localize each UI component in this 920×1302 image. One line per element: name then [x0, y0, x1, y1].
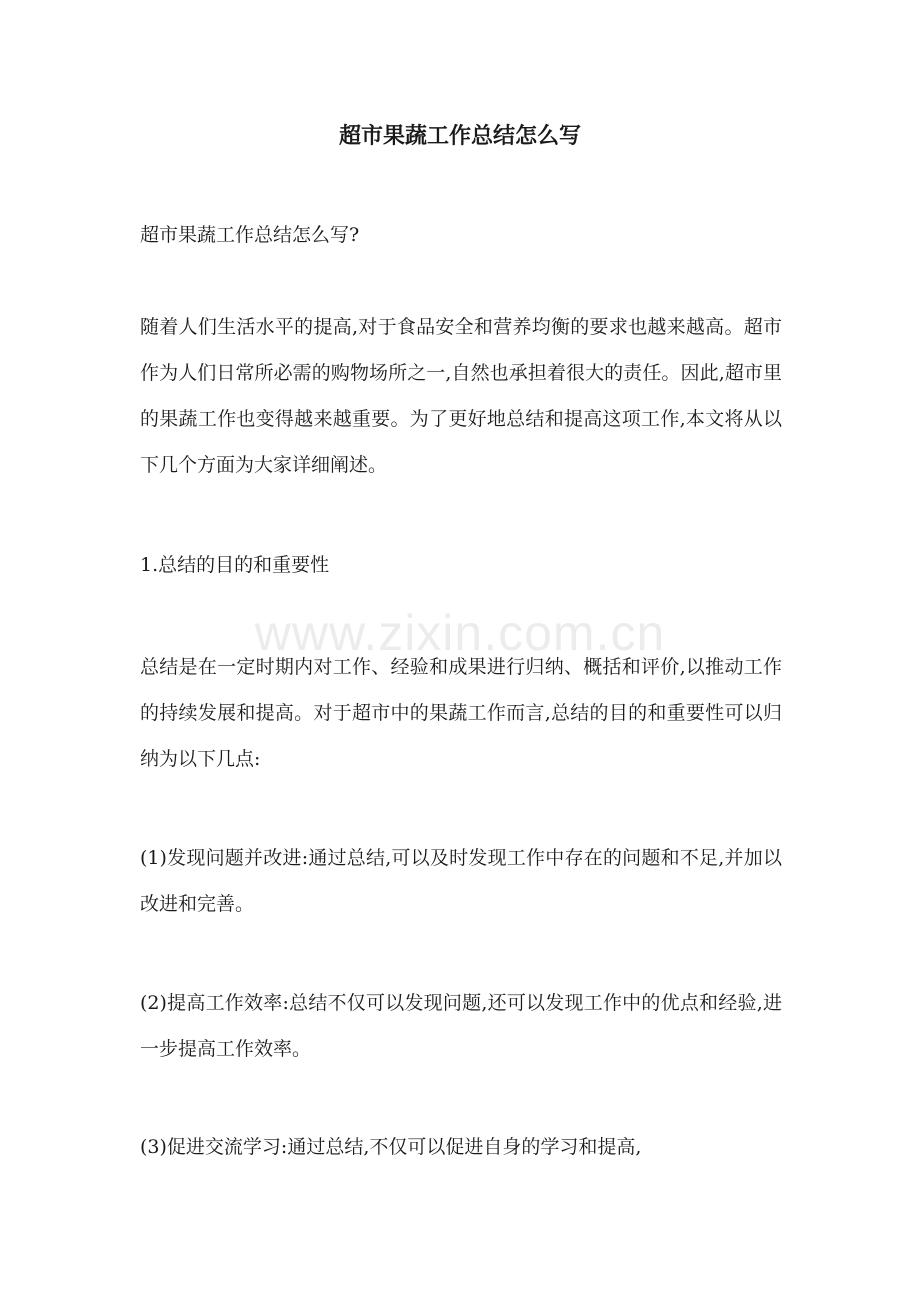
document-subtitle: 超市果蔬工作总结怎么写?	[140, 224, 360, 246]
section-heading: 1.总结的目的和重要性	[140, 554, 330, 576]
list-item: (2)提高工作效率:总结不仅可以发现问题,还可以发现工作中的优点和经验,进一步提高工作效率。	[140, 992, 782, 1060]
list-item: (3)促进交流学习:通过总结,不仅可以促进自身的学习和提高,	[140, 1136, 642, 1158]
document-title: 超市果蔬工作总结怎么写	[338, 123, 581, 149]
intro-paragraph: 随着人们生活水平的提高,对于食品安全和营养均衡的要求也越来越高。超市作为人们日常所必需的购物场所之一,自然也承担着很大的责任。因此,超市里的果蔬工作也变得越来越重要。为了更好地总结和提高这项工作,本文将从以下几个方面为大家详细阐述。	[140, 316, 782, 476]
list-item: (1)发现问题并改进:通过总结,可以及时发现工作中存在的问题和不足,并加以改进和完善。	[140, 847, 782, 915]
section-paragraph: 总结是在一定时期内对工作、经验和成果进行归纳、概括和评价,以推动工作的持续发展和提高。对于超市中的果蔬工作而言,总结的目的和重要性可以归纳为以下几点:	[140, 656, 782, 770]
watermark: www.zixin.com.cn	[254, 605, 666, 661]
